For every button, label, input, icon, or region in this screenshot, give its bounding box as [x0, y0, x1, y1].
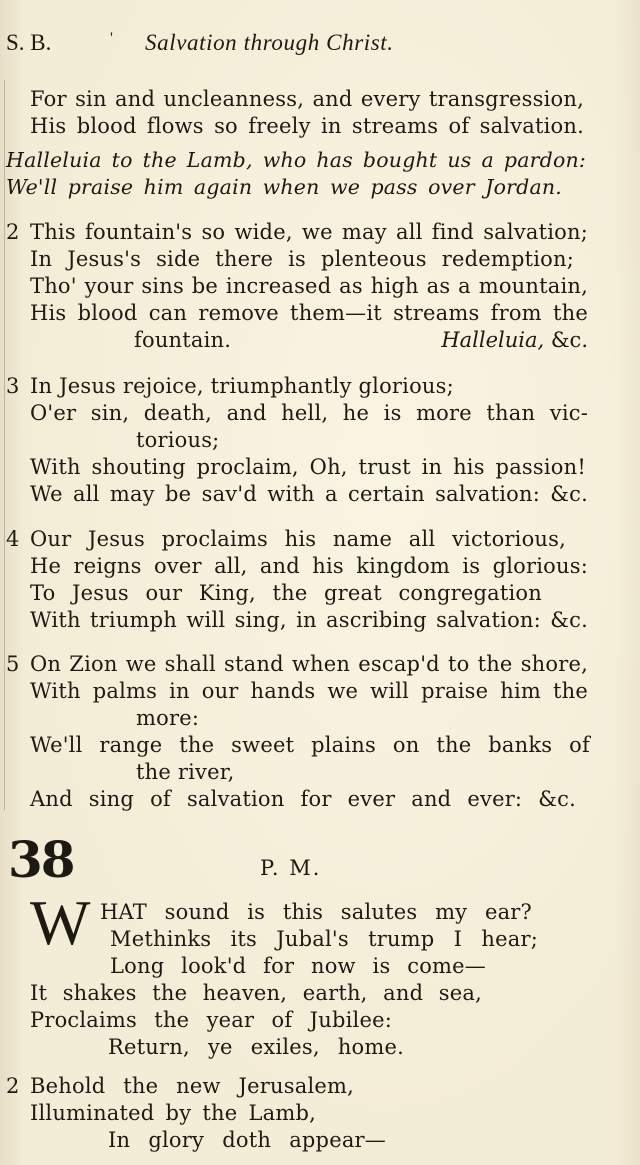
verse3-line-2: O'er sin, death, and hell, he is more than vic-: [30, 401, 588, 425]
verse1-line-2: His blood flows so freely in streams of salvation.: [30, 114, 584, 138]
verse4-line-2: He reigns over all, and his kingdom is glorious:: [30, 554, 588, 578]
verse3-line-1: In Jesus rejoice, triumphantly glorious;: [30, 374, 454, 398]
header-page-marker: S. B.: [6, 30, 52, 55]
refrain-cue-word: Halleluia,: [441, 328, 545, 352]
hymn38-line-1: HAT sound is this salutes my ear?: [100, 900, 532, 924]
chorus-line-1: Halleluia to the Lamb, who has bought us a pardon:: [6, 148, 586, 172]
verse2-line-2: In Jesus's side there is plenteous redemption;: [30, 247, 574, 271]
verse4-number: 4: [6, 527, 20, 551]
hymn-meter: P. M.: [260, 856, 322, 880]
hymn38-line-5: Proclaims the year of Jubilee:: [30, 1008, 392, 1032]
refrain-cue-etc: &c.: [550, 328, 588, 352]
verse2-refrain-cue: [441, 327, 588, 353]
verse5-line-2: With palms in our hands we will praise him the: [30, 679, 588, 703]
chorus-line-2: We'll praise him again when we pass over Jordan.: [6, 175, 562, 199]
verse3-number: 3: [6, 374, 20, 398]
hymn38-line-6: Return, ye exiles, home.: [108, 1035, 404, 1059]
verse2-line-1: This fountain's so wide, we may all find salvation;: [30, 220, 588, 244]
verse2-line-5: fountain.: [134, 328, 232, 352]
hymn38-stanza2-number: 2: [6, 1074, 20, 1098]
header-mark: ': [110, 30, 113, 47]
drop-cap: W: [30, 887, 91, 958]
verse5-line-1: On Zion we shall stand when escap'd to the shore,: [30, 652, 588, 676]
verse1-line-1: For sin and uncleanness, and every transgression,: [30, 87, 584, 111]
verse5-line-3: more:: [136, 706, 200, 730]
hymn38-s2-line-2: Illuminated by the Lamb,: [30, 1101, 316, 1125]
hymn38-s2-line-1: Behold the new Jerusalem,: [30, 1074, 354, 1098]
margin-rule: [4, 80, 5, 810]
verse2-number: 2: [6, 220, 20, 244]
verse5-line-6: And sing of salvation for ever and ever: &c.: [30, 787, 576, 811]
verse3-line-4: With shouting proclaim, Oh, trust in his passion!: [30, 455, 586, 479]
hymn-number: 38: [8, 830, 74, 889]
verse2-line-3: Tho' your sins be increased as high as a mountain,: [30, 274, 588, 298]
verse5-line-4: We'll range the sweet plains on the banks of: [30, 733, 590, 757]
verse2-line-4: His blood can remove them—it streams from the: [30, 301, 588, 325]
hymn38-line-2: Methinks its Jubal's trump I hear;: [110, 927, 538, 951]
verse3-line-3: torious;: [136, 428, 220, 452]
verse4-line-1: Our Jesus proclaims his name all victorious,: [30, 527, 566, 551]
header-title: Salvation through Christ.: [145, 30, 394, 55]
running-header: [0, 30, 640, 64]
hymn38-line-4: It shakes the heaven, earth, and sea,: [30, 981, 482, 1005]
verse5-number: 5: [6, 652, 20, 676]
verse4-line-3: To Jesus our King, the great congregation: [30, 581, 542, 605]
verse5-line-5: the river,: [136, 760, 235, 784]
hymn38-s2-line-3: In glory doth appear—: [108, 1128, 386, 1152]
verse3-line-5: We all may be sav'd with a certain salvation: &c.: [30, 482, 588, 506]
hymn38-line-3: Long look'd for now is come—: [110, 954, 486, 978]
verse4-line-4: With triumph will sing, in ascribing salvation: &c.: [30, 608, 588, 632]
